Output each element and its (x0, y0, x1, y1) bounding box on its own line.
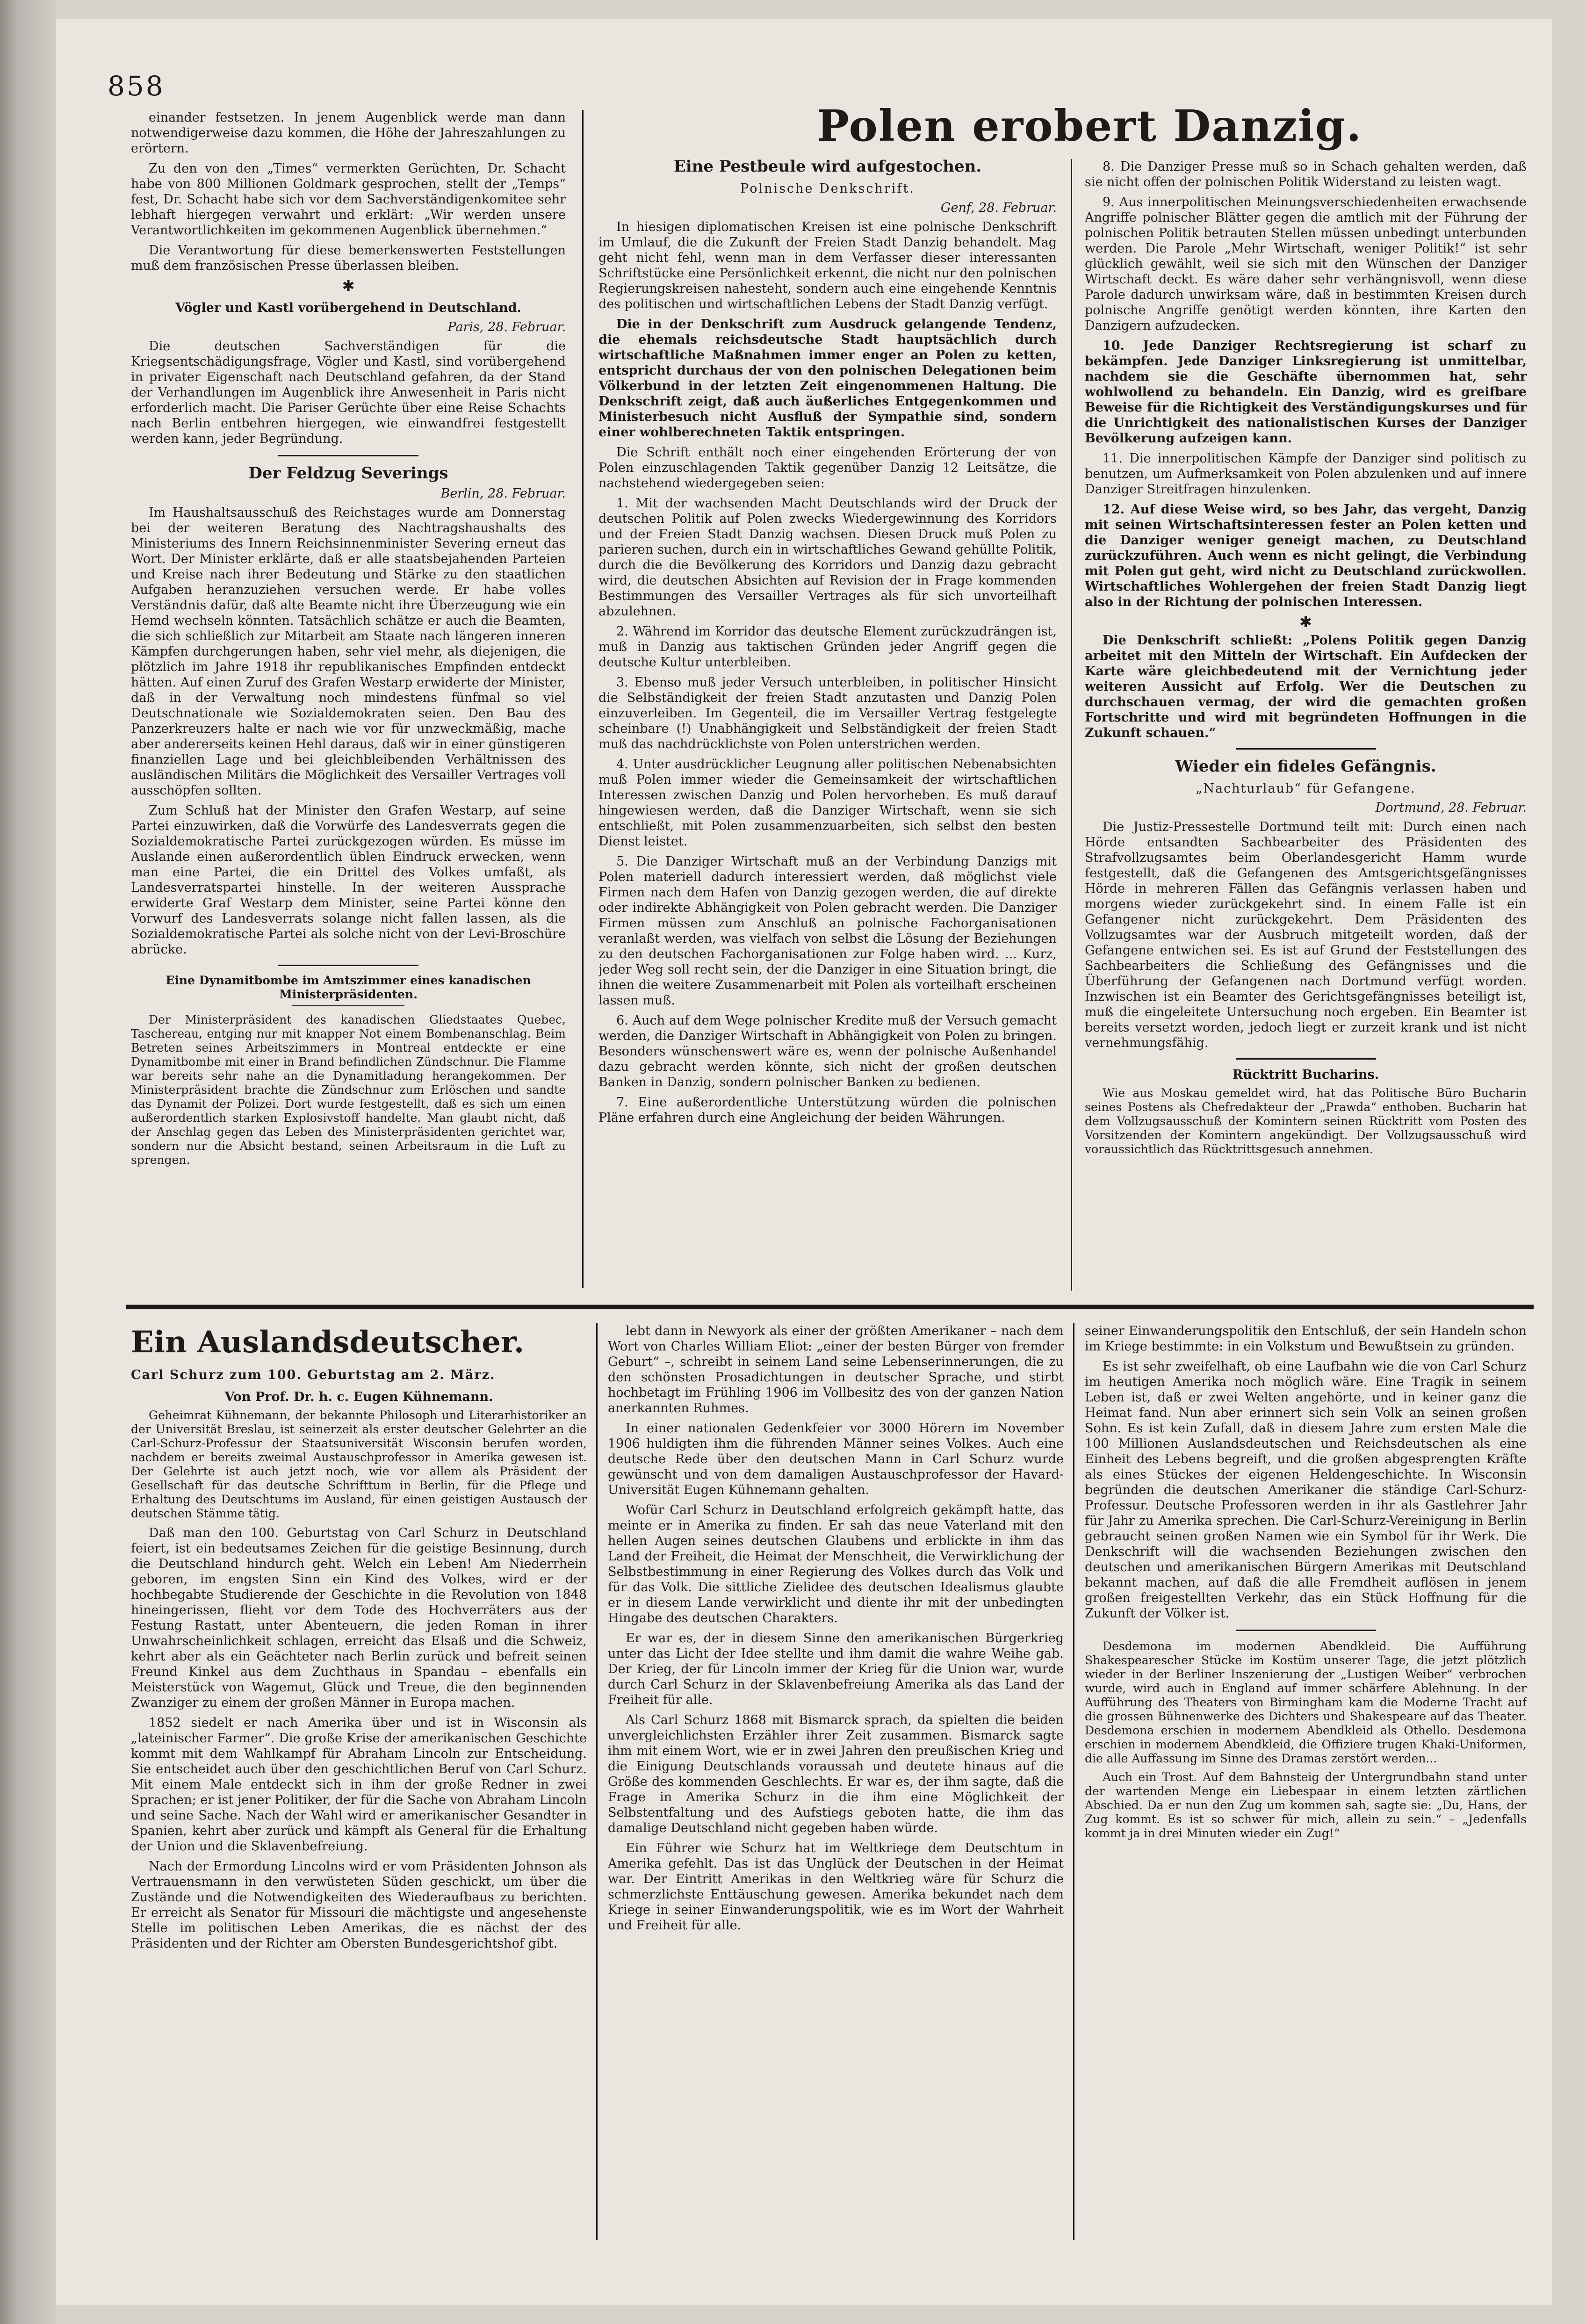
column-rule (1071, 159, 1072, 1291)
bottom-paragraph: Nach der Ermordung Lincolns wird er vom Präsidenten Johnson als Vertrauensmann in den verwüsteten Süden geschickt, um über die Zustände und die Notwendigkeiten des Wiederaufbaus zu berichten. Er erreicht als Senator für Missouri die mächtigste und angesehenste Stelle im politischen Leben Amerikas, die es nächst der des Präsidenten und der Richter am Obersten Bundesgerichtshof gibt. (131, 1859, 587, 1951)
book-binding-edge (0, 0, 56, 2324)
bottom-paragraph: seiner Einwanderungspolitik den Entschluß, der sein Handeln schon im Kriege bestimmte: in ein Volkstum und Bewußtsein zu gründen. (1085, 1324, 1527, 1354)
bottom-paragraph: Ein Führer wie Schurz hat im Weltkriege dem Deutschtum in Amerika gefehlt. Das ist das Unglück der Deutschen in der Heimat war. Der Eintritt Amerikas in den Weltkrieg wäre für Schurz die schmerzlichste Enttäuschung gewesen. Amerika bekundet nach dem Kriege in seiner Einwanderungspolitik, wie es im Wort der Wahrheit und Freiheit für alle. (608, 1841, 1064, 1933)
col1-paragraph: Die deutschen Sachverständigen für die Kriegsentschädigungsfrage, Vögler und Kastl, sind vorübergehend in privater Eigenschaft nach Deutschland gefahren, da der Stand der Verhandlungen im Augenblick ihre Anwesenheit in Paris nicht erforderlich macht. Die Pariser Gerüchte über eine Reise Schachts nach Berlin entbehren hiergegen, wie einwandfrei festgestellt werden kann, jeder Begründung. (131, 339, 566, 446)
col2-paragraph: Die Schrift enthält noch einer eingehenden Erörterung der von Polen einzuschlagenden Taktik gegenüber Danzig 12 Leitsätze, die nachstehend wiedergegeben seien: (598, 445, 1057, 491)
bottom-paragraph: Geheimrat Kühnemann, der bekannte Philosoph und Literarhistoriker an der Universität Breslau, ist seinerzeit als erster deutscher Gelehrter an die Carl-Schurz-Professur der Staatsuniversität Wisconsin berufen worden, nachdem er bereits zweimal Austauschprofessor in Amerika gewesen ist. Der Gelehrte ist auch jetzt noch, wie vor allem als Präsident der Gesellschaft für das deutsche Schrifttum in Berlin, für die Pflege und Erhaltung des Deutschtums im Ausland, für einen geistigen Austausch der deutschen Stämme tätig. (131, 1408, 587, 1520)
col1-paragraph: Die Verantwortung für diese bemerkenswerten Feststellungen muß dem französischen Presse überlassen bleiben. (131, 243, 566, 273)
col1-paragraph: Der Ministerpräsident des kanadischen Gliedstaates Quebec, Taschereau, entging nur mit knapper Not einem Bombenanschlag. Beim Betreten seines Arbeitszimmers in Montreal entdeckte er eine Dynamitbombe mit einer in Brand befindlichen Zündschnur. Die Flamme war bereits sehr nahe an die Dynamitladung herangekommen. Der Ministerpräsident brachte die Zündschnur zum Erlöschen und sandte das Dynamit der Polizei. Dort wurde festgestellt, daß es sich um einen außerordentlich starken Explosivstoff handelte. Man glaubt nicht, daß der Anschlag gegen das Leben des Ministerpräsidenten gerichtet war, sondern nur die Absicht bestand, seinen Arbeitsraum in die Luft zu sprengen. (131, 1013, 566, 1167)
column-2 (598, 159, 1057, 1295)
col2-paragraph: Die in der Denkschrift zum Ausdruck gelangende Tendenz, die ehemals reichsdeutsche Stadt hauptsächlich durch wirtschaftliche Maßnahmen immer enger an Polen zu ketten, entspricht durchaus der von den polnischen Delegationen beim Völkerbund in der letzten Zeit eingenommenen Haltung. Die Denkschrift zeigt, daß auch äußerliches Entgegenkommen und Ministerbesuch nicht Ausfluß der Sympathie sind, sondern einer wohlberechneten Taktik entspringen. (598, 317, 1057, 440)
divider (1236, 748, 1376, 750)
bottom-paragraph: Es ist sehr zweifelhaft, ob eine Laufbahn wie die von Carl Schurz im heutigen Amerika noch möglich wäre. Eine Tragik in seinem Leben ist, daß er zwei Welten angehörte, und in keiner ganz die Heimat fand. Nun aber erinnert sich sein Volk an seinen großen Sohn. Es ist kein Zufall, daß in diesem Jahre zum ersten Male die 100 Millionen Auslandsdeutschen und Reichsdeutschen als eine Einheit des Lebens begreift, und die großen abgesprengten Kräfte als eines Stückes der eigenen Heldengeschichte. In Wisconsin begründen die deutschen Amerikaner die ständige Carl-Schurz-Professur. Deutsche Professoren werden in ihr als Gastlehrer Jahr für Jahr zu Amerika sprechen. Die Carl-Schurz-Vereinigung in Berlin gebraucht seinen großen Namen wie ein Symbol für ihr Werk. Die Denkschrift will die wachsenden Beziehungen zwischen den deutschen und amerikanischen Bürgern Amerikas mit Deutschland bekannt machen, auf daß die alle Fremdheit auflösen in jenem großen freigestellten Verkehr, das ein Stück Hoffnung für die Zukunft der Völker ist. (1085, 1359, 1527, 1621)
col3-paragraph: 9. Aus innerpolitischen Meinungsverschiedenheiten erwachsende Angriffe polnischer Blätter gegen die amtlich mit der Führung der polnischen Politik betrauten Stellen müssen unbedingt unterbunden werden. Die Parole „Mehr Wirtschaft, weniger Politik!“ ist sehr glücklich gewählt, weil sie sich mit den Wünschen der Danziger Wirtschaft deckt. Es wäre daher sehr verhängnisvoll, wenn diese Parole dadurch unwirksam wäre, daß in bestimmten Kreisen durch polnische Angriffe genötigt werden könnten, ihre Karten den Danzigern aufzudecken. (1085, 195, 1527, 333)
bottom-paragraph: Auch ein Trost. Auf dem Bahnsteig der Untergrundbahn stand unter der wartenden Menge ein Liebespaar in einem letzten zärtlichen Abschied. Da er nun den Zug um kommen sah, sagte sie: „Du, Hans, der Zug kommt. Es ist so schwer für mich, allein zu sein.“ – „Jedenfalls kommt ja in drei Minuten wieder ein Zug!“ (1085, 1770, 1527, 1840)
col1-dateline: Berlin, 28. Februar. (440, 486, 566, 501)
col3-paragraph: 10. Jede Danziger Rechtsregierung ist scharf zu bekämpfen. Jede Danziger Linksregierung ist unmittelbar, nachdem sie die Geschäfte übernommen hat, sehr wohlwollend zu behandeln. Ein Danzig, wird es greifbare Beweise für die Richtigkeit des Verständigungskurses und für die Unrichtigkeit des nationalistischen Kurses der Danziger Bevölkerung aufzeigen kann. (1085, 339, 1527, 446)
col2-dateline: Genf, 28. Februar. (940, 201, 1057, 215)
column-1 (131, 110, 566, 1312)
col2-paragraph: 2. Während im Korridor das deutsche Element zurückzudrängen ist, muß in Danzig aus taktischen Gründen jeder Angriff gegen die deutsche Kultur unterbleiben. (598, 624, 1057, 670)
separator-star: ✱ (1299, 613, 1312, 631)
col3-subhead: „Nachturlaub“ für Gefangene. (1196, 781, 1416, 796)
col2-paragraph: 1. Mit der wachsenden Macht Deutschlands wird der Druck der deutschen Politik auf Polen zwecks Wiedergewinnung des Korridors und der Freien Stadt Danzig wachsen. Diesen Druck muß Polen zu parieren suchen, durch ein in wirtschaftliches Gewand gehüllte Politik, durch die die Bevölkerung des Korridors und Danzig dazu gebracht wird, die deutschen Absichten auf Revision der in Frage kommenden Bestimmungen des Versailler Vertrages als für sich unvorteilhaft abzulehnen. (598, 496, 1057, 619)
col3-subhead: Rücktritt Bucharins. (1232, 1068, 1379, 1082)
col2-paragraph: 6. Auch auf dem Wege polnischer Kredite muß der Versuch gemacht werden, die Danziger Wirtschaft in Abhängigkeit von Polen zu bringen. Besonders wünschenswert wäre es, wenn der polnische Außenhandel dazu gebracht werden könnte, sich nicht der großen deutschen Banken in Danzig, sondern polnischer Banken zu bedienen. (598, 1013, 1057, 1090)
bottom-paragraph: In einer nationalen Gedenkfeier vor 3000 Hörern im November 1906 huldigten ihm die führenden Männer seines Volkes. Auch eine deutsche Rede über den deutschen Mann in Carl Schurz wurde gewünscht und von dem damaligen Austauschprofessor der Havard-Universität Eugen Kühnemann gehalten. (608, 1421, 1064, 1497)
col3-headline-gefaengnis: Wieder ein fideles Gefängnis. (1175, 757, 1436, 776)
col1-subhead: Vögler und Kastl vorübergehend in Deutschland. (175, 301, 521, 315)
auslands-subhead: Carl Schurz zum 100. Geburtstag am 2. März. (131, 1368, 496, 1382)
col3-paragraph: Die Justiz-Pressestelle Dortmund teilt mit: Durch einen nach Hörde entsandten Sachbearbeiter des Präsidenten des Strafvollzugsamtes beim Oberlandesgericht Hamm wurde festgestellt, daß die Gefangenen des Amtsgerichtsgefängnisses Hörde in mehreren Fällen das Gefängnis verlassen haben und morgens wieder zurückgekehrt sind. In einem Falle ist ein Gefangener nicht zurückgekehrt. Dem Präsidenten des Vollzugsamtes war der Ausbruch mitgeteilt worden, daß der Gefangene entwichen sei. Es ist auf Grund der Feststellungen des Sachbearbeiters die Schließung des Gefängnisses und die Überführung der Gefangenen nach Dortmund verfügt worden. Inzwischen ist ein Beamter des Gerichtsgefängnisses beteiligt ist, muß die eingeleitete Untersuchung noch ergeben. Ein Beamter ist bereits versetzt worden, jedoch liegt er zurzeit krank und ist nicht vernehmungsfähig. (1085, 820, 1527, 1050)
auslands-headline: Ein Auslandsdeutscher. (131, 1325, 525, 1360)
bottom-paragraph: Wofür Carl Schurz in Deutschland erfolgreich gekämpft hatte, das meinte er in Amerika zu finden. Er sah das neue Vaterland mit den hellen Augen seines deutschen Glaubens und erblickte in ihm das Land der Freiheit, die Heimat der Menschheit, die Verwirklichung der Selbstbestimmung in einer Regierung des Volkes durch das Volk und für das Volk. Die sittliche Zielidee des deutschen Idealismus glaubte er in diesem Lande verwirklicht und diente ihr mit der unbedingten Hingabe des deutschen Charakters. (608, 1503, 1064, 1625)
col1-dateline: Paris, 28. Februar. (447, 320, 566, 334)
divider (1236, 1058, 1376, 1060)
divider (278, 455, 418, 456)
page-number: 858 (108, 70, 165, 102)
col2-paragraph: 4. Unter ausdrücklicher Leugnung aller politischen Nebenabsichten muß Polen immer wieder die Gemeinsamkeit der wirtschaftlichen Interessen zwischen Danzig und Polen hervorheben. Es muß darauf hingewiesen werden, daß die Danziger Wirtschaft, wenn sie sich entschließt, mit Polen zusammenzuarbeiten, sich selbst den besten Dienst leistet. (598, 757, 1057, 849)
col1-paragraph: Zum Schluß hat der Minister den Grafen Westarp, auf seine Partei einzuwirken, daß die Vorwürfe des Landesverrats gegen die Sozialdemokratische Partei zurückgezogen würden. Es müsse im Auslande einen außerordentlich üblen Eindruck erwecken, wenn man eine Partei, die ein Drittel des Volkes umfaßt, als Landesverratspartei hinstelle. In der weiteren Aussprache erwiderte Graf Westarp dem Minister, seine Partei könne den Vorwurf des Landesverrats solange nicht fallen lassen, als die Sozialdemokratische Partei als solche nicht von der Levi-Broschüre abrücke. (131, 803, 566, 957)
col2-subhead: Polnische Denkschrift. (740, 181, 915, 196)
col1-paragraph: Im Haushaltsausschuß des Reichstages wurde am Donnerstag bei der weiteren Beratung des Nachtragshaushalts des Ministeriums des Innern Reichsinnenminister Severing erneut das Wort. Der Minister erklärte, daß er alle staatsbejahenden Parteien und Kreise nach ihrer Bedeutung und Stärke zu den staatlichen Aufgaben heranzuziehen versuchen werde. Er habe volles Verständnis dafür, daß alte Beamte nicht ihre Überzeugung wie ein Hemd wechseln könnten. Tatsächlich schätze er auch die Beamten, die sich schließlich zur Mitarbeit am Staate nach längeren inneren Kämpfen durchgerungen haben, sehr viel mehr, als diejenigen, die plötzlich im Jahre 1918 ihr republikanisches Empfinden entdeckt hätten. Auf einen Zuruf des Grafen Westarp erwiderte der Minister, daß in der Verwaltung noch mindestens fünfmal so viel Deutschnationale wie Sozialdemokraten seien. Den Bau des Panzerkreuzers halte er nach wie vor für unzweckmäßig, mache aber andererseits keinen Hehl daraus, daß wir in einer günstigeren finanziellen Lage und bei gleichbleibenden Verhältnissen des ausländischen Militärs die Möglichkeit des Versailler Vertrages voll ausschöpfen sollten. (131, 505, 566, 798)
col2-paragraph: In hiesigen diplomatischen Kreisen ist eine polnische Denkschrift im Umlauf, die die Zukunft der Freien Stadt Danzig behandelt. Mag geht nicht fehl, wenn man in dem Verfasser dieser interessanten Schriftstücke eine Persönlichkeit erkennt, die nicht nur den polnischen Regierungskreisen nahesteht, sondern auch eine eingehende Kenntnis des politischen und wirtschaftlichen Lebens der Stadt Danzig verfügt. (598, 220, 1057, 311)
col1-paragraph: Zu den von den „Times“ vermerkten Gerüchten, Dr. Schacht habe von 800 Millionen Goldmark gesprochen, stellt der „Temps“ fest, Dr. Schacht habe sich vor dem Sachverständigenkomitee sehr lebhaft hiergegen verwahrt und erklärt: „Wir werden unsere Verantwortlichkeiten im gekommenen Augenblick übernehmen.“ (131, 161, 566, 238)
bottom-column-3 (1085, 1323, 1527, 2254)
bottom-paragraph: 1852 siedelt er nach Amerika über und ist in Wisconsin als „lateinischer Farmer“. Die große Krise der amerikanischen Geschichte kommt mit dem Wahlkampf für Abraham Lincoln zur Entscheidung. Sie entscheidet auch über den geschichtlichen Beruf von Carl Schurz. Mit einem Male entdeckt sich in ihm der große Redner in zwei Sprachen; er ist jener Politiker, der für die Sache von Abraham Lincoln und seine Sache. Nach der Wahl wird er amerikanischer Gesandter in Spanien, kehrt aber zurück und kämpft als General für die Erhaltung der Union und die Sklavenbefreiung. (131, 1716, 587, 1854)
col2-headline-pestbeule: Eine Pestbeule wird aufgestochen. (673, 159, 982, 176)
bottom-paragraph: Er war es, der in diesem Sinne den amerikanischen Bürgerkrieg unter das Licht der Idee stellte und ihm damit die wahre Weihe gab. Der Krieg, der für Lincoln immer der Krieg für die Union war, wurde durch Carl Schurz in der Sklavenbefreiung Amerika als das Land der Freiheit für alle. (608, 1631, 1064, 1707)
column-rule (582, 110, 584, 1288)
divider (292, 1005, 404, 1006)
col3-paragraph: 11. Die innerpolitischen Kämpfe der Danziger sind politisch zu benutzen, um Aufmerksamkeit von Polen abzulenken und auf innere Danziger Streitfragen hinzulenken. (1085, 451, 1527, 497)
divider (278, 965, 418, 966)
col3-paragraph: Wie aus Moskau gemeldet wird, hat das Politische Büro Bucharin seines Postens als Chefredakteur der „Prawda“ enthoben. Bucharin hat dem Vollzugsausschuß der Komintern seinen Rücktritt vom Posten des Vorsitzenden der Komintern angekündigt. Der Vollzugsausschuß wird voraussichtlich das Rücktrittsgesuch annehmen. (1085, 1086, 1527, 1156)
col2-paragraph: 7. Eine außerordentliche Unterstützung würden die polnischen Pläne erfahren durch eine Angleichung der beiden Währungen. (598, 1095, 1057, 1125)
col3-paragraph: Die Denkschrift schließt: „Polens Politik gegen Danzig arbeitet mit den Mitteln der Wirtschaft. Ein Aufdecken der Karte wäre gleichbedeutend mit der Vernichtung jeder weiteren Aussicht auf Erfolg. Wer die Deutschen zu durchschauen vermag, der wird die gemachten großen Fortschritte und wird mit begründeten Hoffnungen in die Zukunft schauen.“ (1085, 633, 1527, 740)
section-rule (126, 1305, 1534, 1309)
col2-paragraph: 5. Die Danziger Wirtschaft muß an der Verbindung Danzigs mit Polen materiell dadurch interessiert werden, daß möglichst viele Firmen nach dem Hafen von Danzig gezogen werden, die auf direkte oder indirekte Abhängigkeit von Polen gebracht werden. Die Danziger Firmen müssen zum Anschluß an polnische Fachorganisationen veranlaßt werden, was vielfach von selbst die Lösung der Beziehungen zu den deutschen Fachorganisationen zur Folge haben wird. ... Kurz, jeder Weg soll recht sein, der die Danziger in eine Situation bringt, die ihnen die weitere Zusammenarbeit mit Polen als vorteilhaft erscheinen lassen muß. (598, 854, 1057, 1008)
bottom-column-1 (131, 1323, 587, 2254)
col3-paragraph: 8. Die Danziger Presse muß so in Schach gehalten werden, daß sie nicht offen der polnischen Politik Widerstand zu leisten wagt. (1085, 159, 1527, 189)
column-3 (1085, 159, 1527, 1295)
column-rule (596, 1323, 598, 2240)
bottom-paragraph: Desdemona im modernen Abendkleid. Die Aufführung Shakespearescher Stücke im Kostüm unserer Tage, die jetzt plötzlich wieder in der Berliner Inszenierung der „Lustigen Weiber“ verbrochen wurde, wird auch in England auf immer schärfere Ablehnung. In der Aufführung des Theaters von Birmingham kam die Moderne Tracht auf die grossen Bühnenwerke des Dichters und Shakespeare auf das Theater. Desdemona erschien in modernem Abendkleid als Othello. Desdemona erschien in modernem Abendkleid, die Offiziere trugen Khaki-Uniformen, die alle Auffassung im Sinne des Dramas zerstört werden... (1085, 1639, 1527, 1765)
bottom-paragraph: Als Carl Schurz 1868 mit Bismarck sprach, da spielten die beiden unvergleichlichsten Erzähler ihrer Zeit zusammen. Bismarck sagte ihm mit einem Wort, wie er in zwei Jahren den preußischen Krieg und die Einigung Deutschlands voraussah und deutete hinaus auf die Größe des kommenden Geschlechts. Er war es, der ihm sagte, daß die Frage in Amerika Schurz in die ihm eine Möglichkeit der Selbstentfaltung und des Aufstiegs geboten hatte, die ihm das damalige Deutschland nicht gegeben haben würde. (608, 1713, 1064, 1835)
bottom-paragraph: Daß man den 100. Geburtstag von Carl Schurz in Deutschland feiert, ist ein bedeutsames Zeichen für die geistige Besinnung, durch die Deutschland hindurch geht. Welch ein Leben! Am Niederrhein geboren, im engsten Sinn ein Kind des Volkes, wird er der hochbegabte Studierende der Geschichte in die Revolution von 1848 hineingerissen, flieht vor dem Tode des Hochverräters aus der Festung Rastatt, unter Abenteuern, die jeden Roman in ihrer Unwahrscheinlichkeit schlagen, erreicht das Elsaß und die Schweiz, kehrt aber als ein Geächteter nach Berlin zurück und befreit seinen Freund Kinkel aus dem Zuchthaus in Spandau – ebenfalls ein Meisterstück von Wagemut, Glück und Treue, die den beginnenden Zwanziger zu einem der großen Männer in Europa machen. (131, 1526, 587, 1710)
col2-paragraph: 3. Ebenso muß jeder Versuch unterbleiben, in politischer Hinsicht die Selbständigkeit der freien Stadt anzutasten und Danzig Polen einzuverleiben. Im Gegenteil, die im Versailler Vertrag festgelegte scheinbare (!) Unabhängigkeit und Selbständigkeit der freien Stadt muß das nachdrücklichste von Polen unterstrichen werden. (598, 675, 1057, 751)
col1-headline-severing: Der Feldzug Severings (248, 464, 448, 483)
auslands-author: Von Prof. Dr. h. c. Eugen Kühnemann. (224, 1390, 493, 1404)
main-headline: Polen erobert Danzig. (816, 101, 1363, 151)
separator-star: ✱ (342, 277, 355, 295)
column-rule (1073, 1323, 1074, 2240)
bottom-paragraph: lebt dann in Newyork als einer der größten Amerikaner – nach dem Wort von Charles William Eliot: „einer der besten Bürger von fremder Geburt“ –, schreibt in seinem Land seine Lebenserinnerungen, die zu den schönsten Prosadichtungen in deutscher Sprache, und stirbt hochbetagt im Frühling 1906 im Vollbesitz des von der ganzen Nation anerkannten Ruhmes. (608, 1324, 1064, 1415)
col3-paragraph: 12. Auf diese Weise wird, so bes Jahr, das vergeht, Danzig mit seinen Wirtschaftsinteressen fester an Polen ketten und die Danziger weniger geneigt machen, zu Deutschland zurückzuführen. Auch wenn es nicht gelingt, die Verbindung mit Polen gut geht, wird nicht zu Deutschland zurückwollen. Wirtschaftliches Wohlergehen der freien Stadt Danzig liegt also in der Richtung der polnischen Interessen. (1085, 502, 1527, 609)
col1-intro: einander festsetzen. In jenem Augenblick werde man dann notwendigerweise dazu kommen, die Höhe der Jahreszahlungen zu erörtern. (131, 110, 566, 156)
divider (1236, 1630, 1376, 1631)
bottom-column-2 (608, 1323, 1064, 2254)
col1-subhead: Eine Dynamitbombe im Amtszimmer eines kanadischen Ministerpräsidenten. (166, 974, 531, 1001)
col3-dateline: Dortmund, 28. Februar. (1375, 801, 1527, 815)
